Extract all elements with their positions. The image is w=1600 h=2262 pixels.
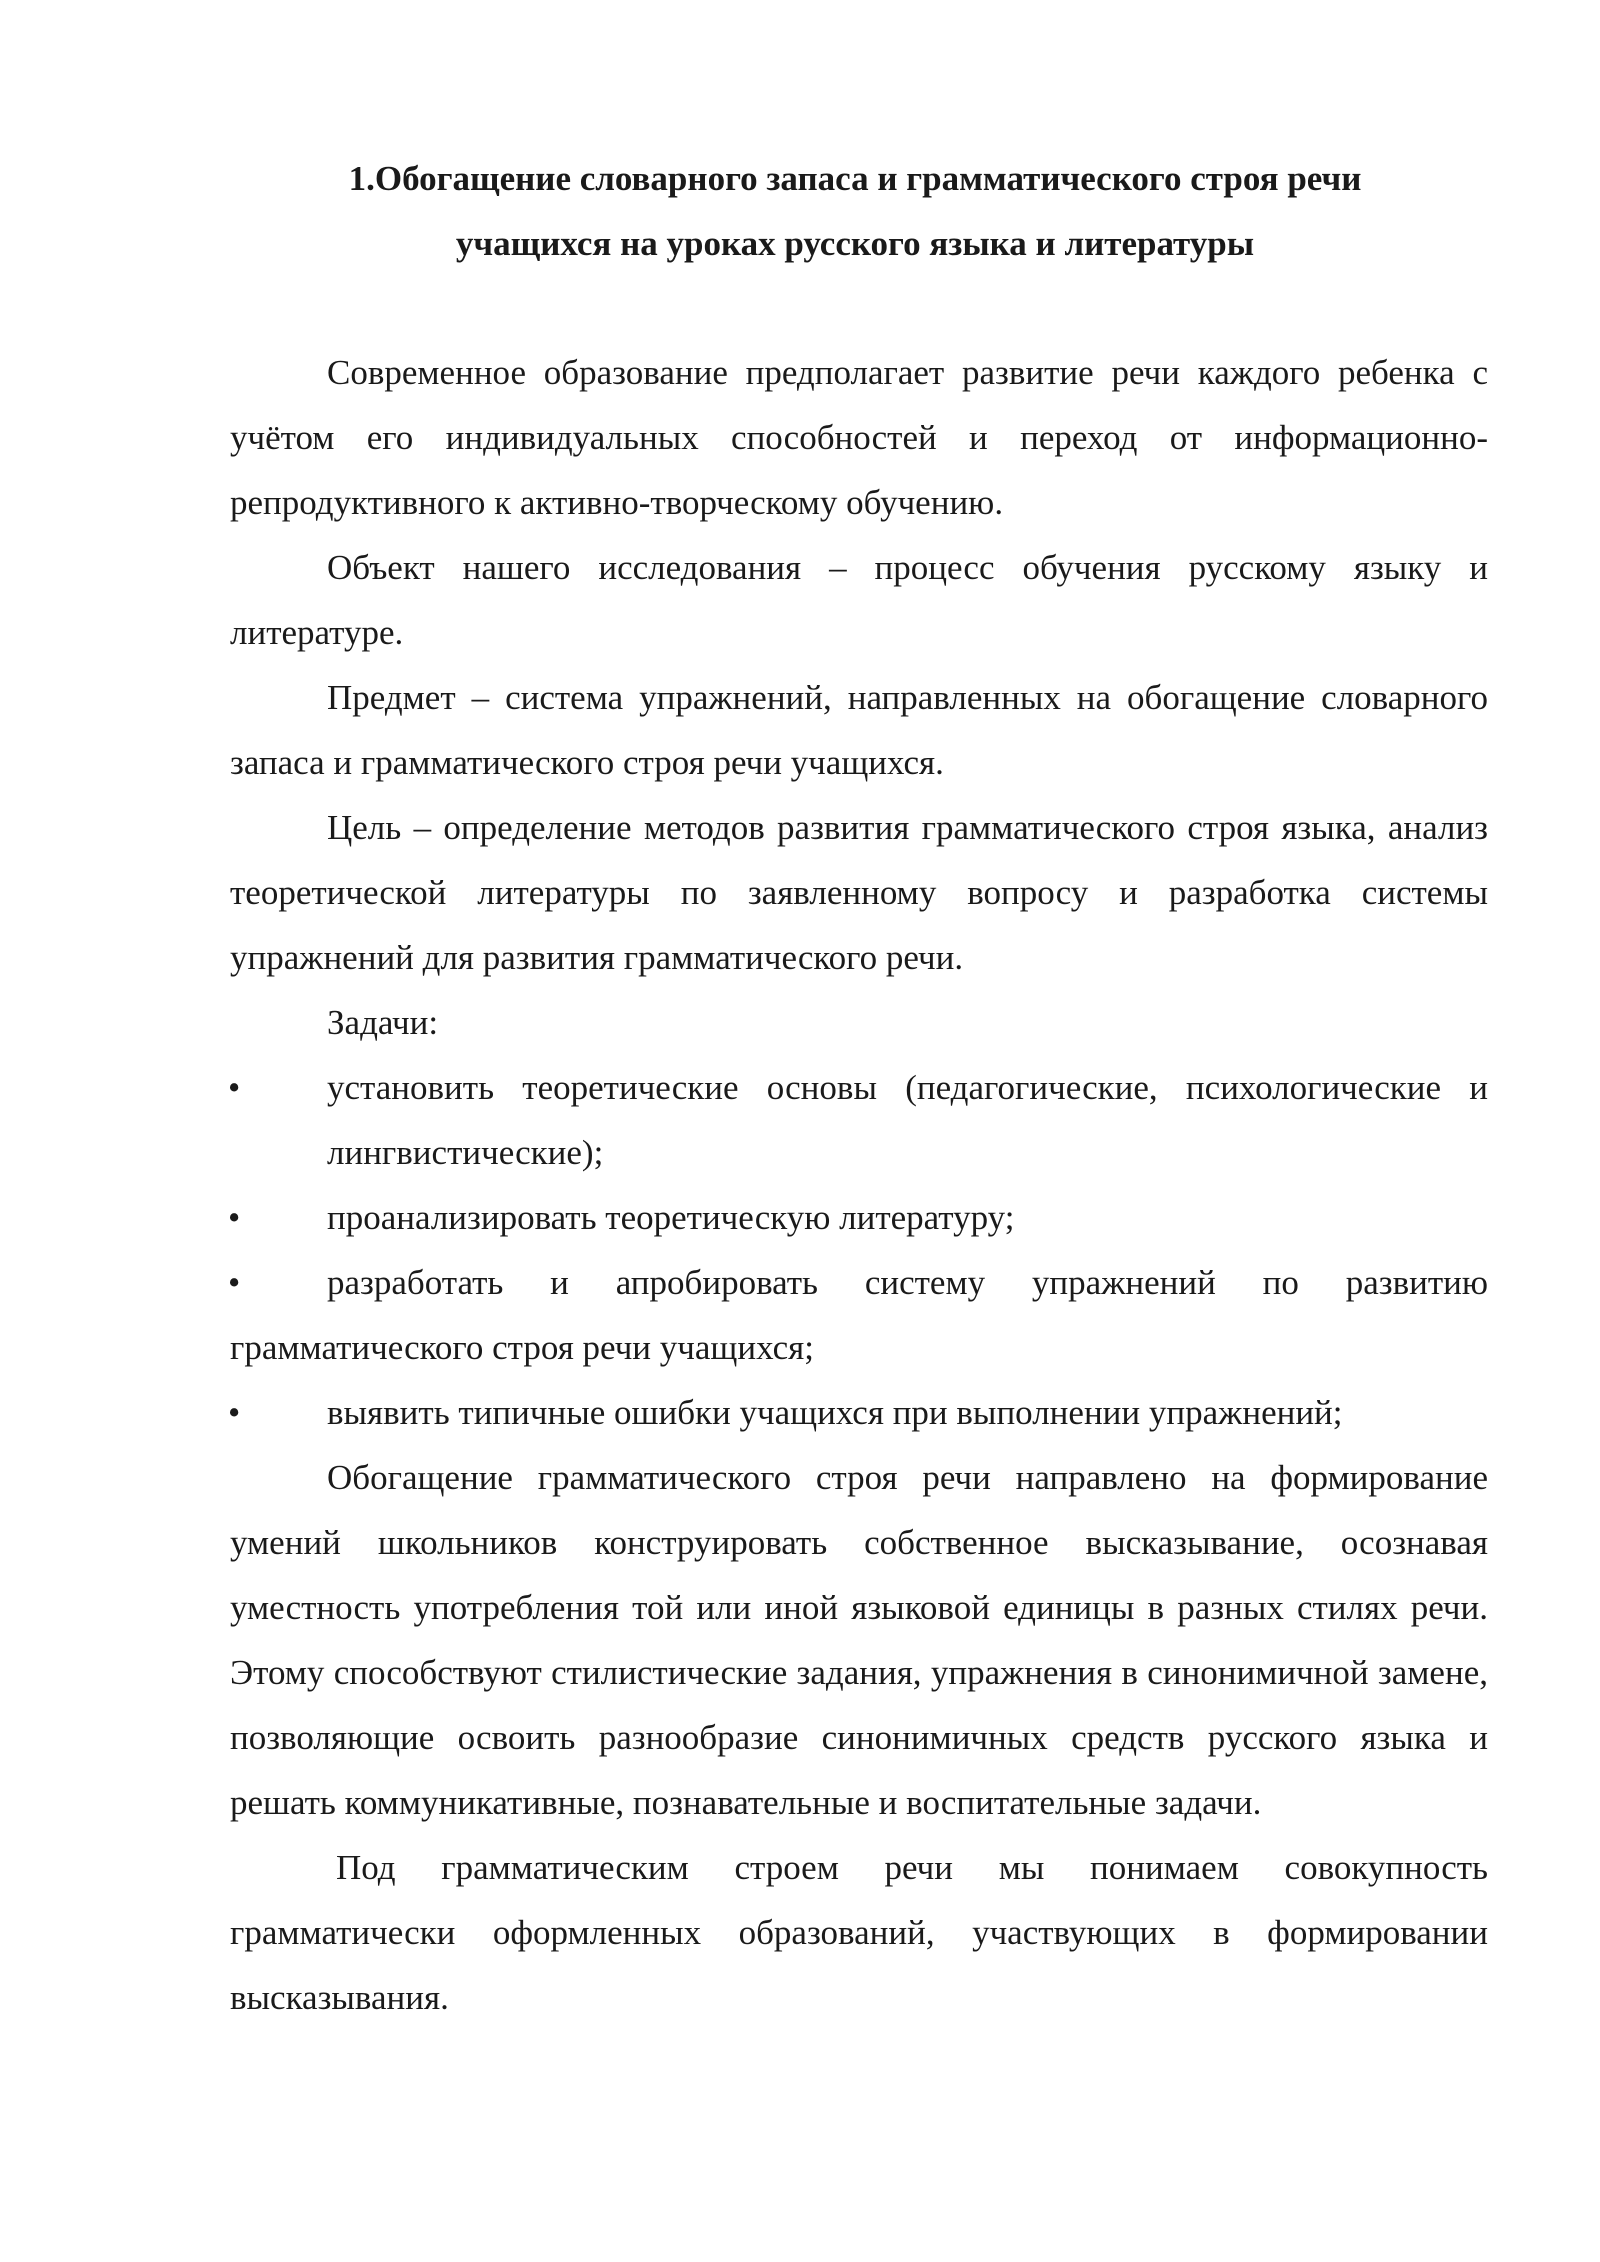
paragraph-subject: Предмет – система упражнений, направленных на обогащение словарного запаса и грамматического строя речи учащихся. (230, 678, 1488, 782)
bullet-icon: • (228, 1198, 241, 1237)
bullet-icon: • (228, 1068, 241, 1107)
task-list-item (230, 1250, 1488, 1380)
paragraph-tasks-heading: Задачи: (327, 1003, 439, 1042)
task-list-item (230, 1055, 1488, 1185)
task-text: выявить типичные ошибки учащихся при выполнении упражнений; (327, 1393, 1343, 1432)
task-text: разработать и апробировать систему упражнений по развитию грамматического строя речи учащихся; (230, 1263, 1488, 1367)
bullet-icon: • (228, 1393, 241, 1432)
paragraph-enrichment: Обогащение грамматического строя речи направлено на формирование умений школьников конструировать собственное высказывание, осознавая уместность употребления той или иной языковой единицы в разных стилях речи. Этому способствуют стилистические задания, упражнения в синонимичной замене, позволяющие освоить разнообразие синонимичных средств русского языка и решать коммуникативные, познавательные и воспитательные задачи. (230, 1458, 1488, 1822)
paragraph-definition: Под грамматическим строем речи мы понимаем совокупность грамматически оформленных образований, участвующих в формировании высказывания. (230, 1848, 1488, 2017)
task-list-item (230, 1185, 1488, 1250)
task-list-item (230, 1380, 1488, 1445)
task-text: проанализировать теоретическую литературу; (327, 1198, 1015, 1237)
title-line-2: учащихся на уроках русского языка и литературы (455, 224, 1255, 263)
title-line-1: 1.Обогащение словарного запаса и грамматического строя речи (348, 159, 1362, 198)
document-body (230, 340, 1488, 2030)
task-text: установить теоретические основы (педагогические, психологические и лингвистические); (327, 1068, 1488, 1172)
paragraph-object: Объект нашего исследования – процесс обучения русскому языку и литературе. (230, 548, 1488, 652)
paragraph-goal: Цель – определение методов развития грамматического строя языка, анализ теоретической литературы по заявленному вопросу и разработка системы упражнений для развития грамматического речи. (230, 808, 1488, 977)
bullet-icon: • (228, 1263, 241, 1302)
document-title (230, 146, 1480, 276)
paragraph-intro: Современное образование предполагает развитие речи каждого ребенка с учётом его индивидуальных способностей и переход от информационно-репродуктивного к активно-творческому обучению. (230, 353, 1488, 522)
